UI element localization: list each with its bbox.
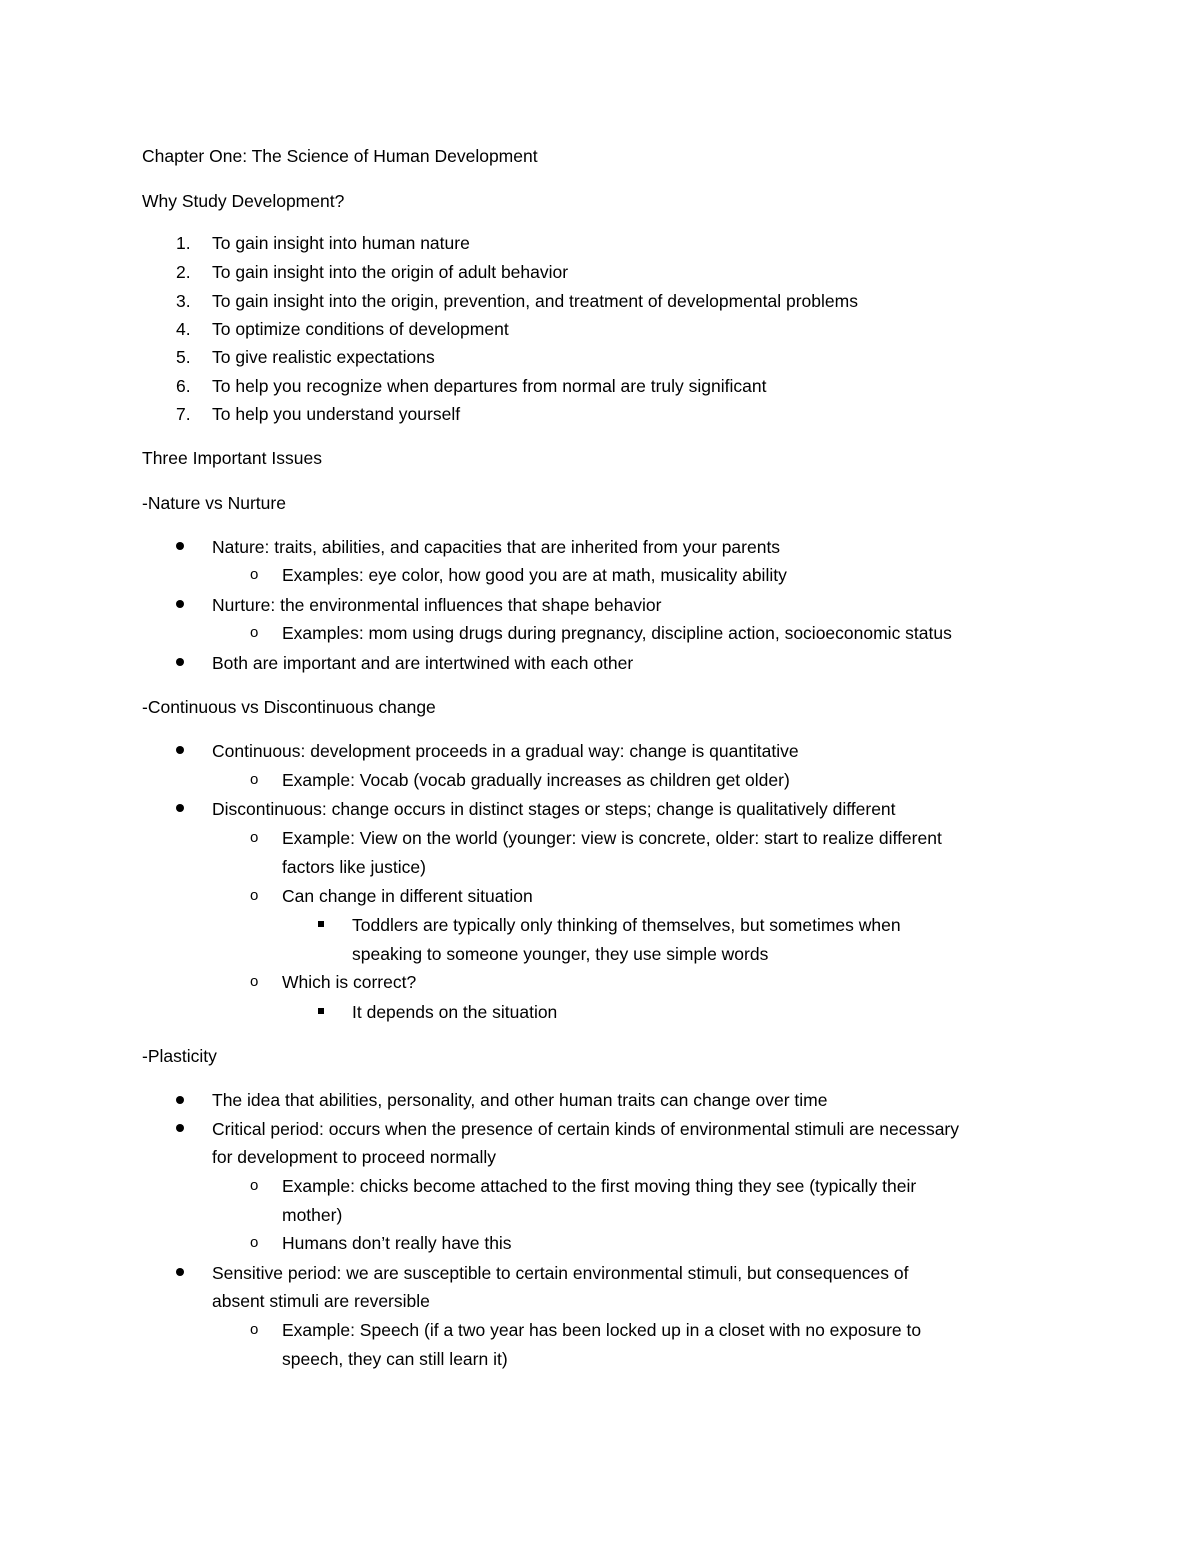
sub-bullet-text-continued: factors like justice) <box>282 857 426 877</box>
sub-bullet-text: Example: View on the world (younger: view is concrete, older: start to realize different <box>282 828 942 848</box>
list-item: To gain insight into the origin of adult behavior <box>212 262 569 282</box>
sub-bullet-marker: o <box>250 973 259 990</box>
bullet-dot <box>176 1268 184 1276</box>
sub-bullet-marker: o <box>250 771 259 788</box>
document-title: Chapter One: The Science of Human Development <box>142 146 538 166</box>
sub-bullet-text: Can change in different situation <box>282 886 533 906</box>
sub-sub-bullet-text: It depends on the situation <box>352 1002 558 1022</box>
sub-bullet-marker: o <box>250 566 259 583</box>
list-item: To help you understand yourself <box>212 404 461 424</box>
bullet-text: Discontinuous: change occurs in distinct stages or steps; change is qualitatively different <box>212 799 896 819</box>
list-number: 7. <box>176 404 191 424</box>
bullet-text: The idea that abilities, personality, and other human traits can change over time <box>212 1090 828 1110</box>
bullet-text: Continuous: development proceeds in a gradual way: change is quantitative <box>212 741 799 761</box>
bullet-text-continued: absent stimuli are reversible <box>212 1291 430 1311</box>
sub-bullet-text: Example: Vocab (vocab gradually increases as children get older) <box>282 770 790 790</box>
section-heading-issues: Three Important Issues <box>142 448 322 468</box>
sub-bullet-text: Which is correct? <box>282 972 417 992</box>
bullet-text: Both are important and are intertwined with each other <box>212 653 634 673</box>
sub-sub-bullet-text-continued: speaking to someone younger, they use simple words <box>352 944 769 964</box>
sub-bullet-text: Humans don’t really have this <box>282 1233 512 1253</box>
bullet-text: Nature: traits, abilities, and capacities that are inherited from your parents <box>212 537 781 557</box>
bullet-dot <box>176 1096 184 1104</box>
list-item: To give realistic expectations <box>212 347 435 367</box>
list-item: To gain insight into the origin, prevention, and treatment of developmental problems <box>212 291 858 311</box>
sub-bullet-text: Example: Speech (if a two year has been locked up in a closet with no exposure to <box>282 1320 922 1340</box>
section-heading-why: Why Study Development? <box>142 191 345 211</box>
bullet-text: Nurture: the environmental influences that shape behavior <box>212 595 662 615</box>
sub-bullet-text: Examples: mom using drugs during pregnancy, discipline action, socioeconomic status <box>282 623 952 643</box>
subsection-heading-continuous: -Continuous vs Discontinuous change <box>142 697 436 717</box>
bullet-text: Critical period: occurs when the presence of certain kinds of environmental stimuli are necessary <box>212 1119 960 1139</box>
list-number: 4. <box>176 319 191 339</box>
list-item: To help you recognize when departures from normal are truly significant <box>212 376 767 396</box>
list-item: To optimize conditions of development <box>212 319 509 339</box>
bullet-text: Sensitive period: we are susceptible to certain environmental stimuli, but consequences of <box>212 1263 909 1283</box>
bullet-dot <box>176 542 184 550</box>
sub-bullet-marker: o <box>250 1321 259 1338</box>
sub-bullet-marker: o <box>250 887 259 904</box>
sub-bullet-marker: o <box>250 1234 259 1251</box>
sub-bullet-text-continued: speech, they can still learn it) <box>282 1349 508 1369</box>
bullet-dot <box>176 600 184 608</box>
list-number: 5. <box>176 347 191 367</box>
sub-bullet-marker: o <box>250 829 259 846</box>
list-item: To gain insight into human nature <box>212 233 470 253</box>
list-number: 6. <box>176 376 191 396</box>
bullet-dot <box>176 804 184 812</box>
sub-bullet-text: Example: chicks become attached to the first moving thing they see (typically their <box>282 1176 917 1196</box>
sub-bullet-text-continued: mother) <box>282 1205 343 1225</box>
bullet-dot <box>176 746 184 754</box>
list-number: 2. <box>176 262 191 282</box>
sub-bullet-text: Examples: eye color, how good you are at math, musicality ability <box>282 565 787 585</box>
list-number: 3. <box>176 291 191 311</box>
sub-bullet-marker: o <box>250 624 259 641</box>
subsection-heading-nature: -Nature vs Nurture <box>142 493 286 513</box>
bullet-dot <box>176 658 184 666</box>
sub-sub-bullet-text: Toddlers are typically only thinking of themselves, but sometimes when <box>352 915 901 935</box>
square-bullet <box>318 1008 324 1014</box>
bullet-dot <box>176 1124 184 1132</box>
subsection-heading-plasticity: -Plasticity <box>142 1046 217 1066</box>
square-bullet <box>318 921 324 927</box>
sub-bullet-marker: o <box>250 1177 259 1194</box>
bullet-text-continued: for development to proceed normally <box>212 1147 497 1167</box>
list-number: 1. <box>176 233 191 253</box>
